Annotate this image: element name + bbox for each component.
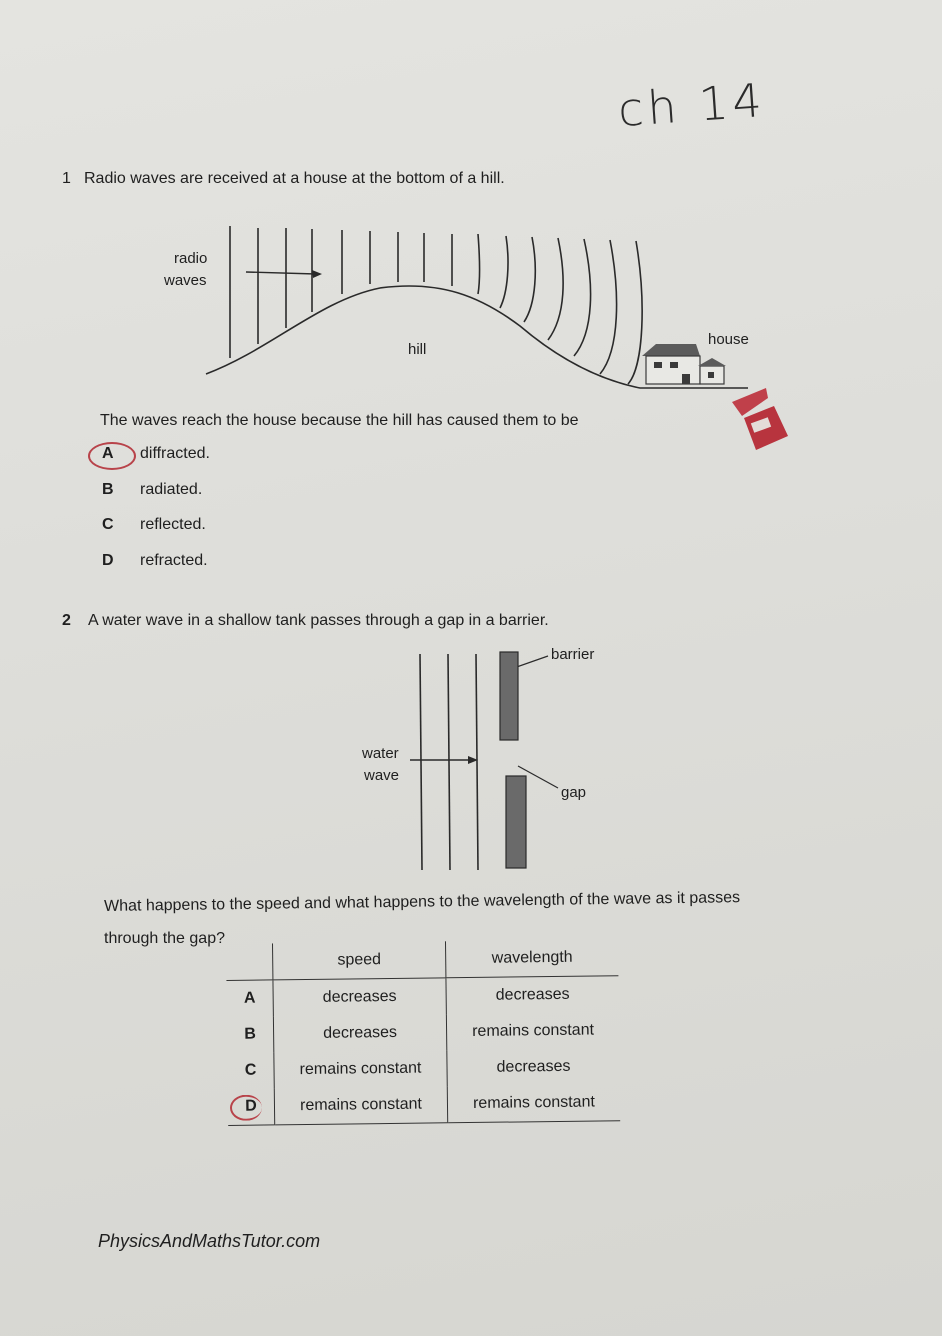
handwritten-note: ch 14 <box>616 72 768 138</box>
hill-diagram <box>0 0 942 470</box>
table-header-row <box>226 939 618 980</box>
answer-circle-q2 <box>230 1095 262 1121</box>
q2-number: 2 <box>62 612 71 629</box>
table-header-speed: speed <box>272 941 445 980</box>
house-icon <box>642 344 726 384</box>
q1-option-d-text[interactable]: refracted. <box>140 552 208 569</box>
row-letter: A <box>243 989 256 1007</box>
q1-option-b-text[interactable]: radiated. <box>140 481 203 498</box>
table-header-blank <box>226 943 273 980</box>
table-row[interactable] <box>227 1048 619 1089</box>
table-row[interactable] <box>226 976 618 1017</box>
table-row[interactable] <box>228 1084 620 1125</box>
label-water: water <box>362 745 399 762</box>
footer-source: PhysicsAndMathsTutor.com <box>98 1231 321 1251</box>
q1-option-b-letter[interactable]: B <box>102 481 114 498</box>
row-letter-text: D <box>245 1097 257 1115</box>
q1-option-d-letter[interactable]: D <box>102 552 114 569</box>
q1-stem: The waves reach the house because the hill has caused them to be <box>100 412 579 429</box>
table-header-wavelength: wavelength <box>445 939 618 978</box>
row-speed: decreases <box>273 1014 446 1052</box>
row-speed: remains constant <box>274 1050 447 1088</box>
q1-number: 1 <box>62 170 71 187</box>
label-barrier: barrier <box>551 646 595 663</box>
q1-option-c-letter[interactable]: C <box>102 516 114 533</box>
q1-option-a-text[interactable]: diffracted. <box>140 445 210 462</box>
q2-stem-line2: through the gap? <box>104 930 225 947</box>
label-hill: hill <box>408 341 427 358</box>
label-wave: wave <box>364 767 400 784</box>
q2-stem-line1: What happens to the speed and what happens to the wavelength of the wave as it passes <box>104 889 741 915</box>
pen-mark-icon <box>732 388 788 450</box>
label-waves: waves <box>164 272 207 289</box>
row-wavelength: remains constant <box>447 1084 620 1123</box>
row-speed: remains constant <box>274 1086 447 1125</box>
row-wavelength: remains constant <box>446 1012 619 1050</box>
q1-option-a-letter[interactable]: A <box>102 445 114 462</box>
label-house: house <box>708 331 749 348</box>
barrier-diagram <box>0 600 942 880</box>
row-wavelength: decreases <box>447 1048 620 1086</box>
answer-table <box>226 939 620 1126</box>
q2-text: A water wave in a shallow tank passes through a gap in a barrier. <box>88 612 549 629</box>
row-letter: C <box>244 1061 257 1079</box>
q1-option-c-text[interactable]: reflected. <box>140 516 206 533</box>
row-letter: B <box>244 1025 256 1043</box>
q1-text: Radio waves are received at a house at the bottom of a hill. <box>84 170 505 187</box>
row-wavelength: decreases <box>446 976 619 1015</box>
label-gap: gap <box>561 784 587 801</box>
label-radio: radio <box>174 250 208 267</box>
row-speed: decreases <box>273 978 446 1017</box>
table-row[interactable] <box>227 1012 619 1053</box>
row-letter <box>228 1088 275 1125</box>
